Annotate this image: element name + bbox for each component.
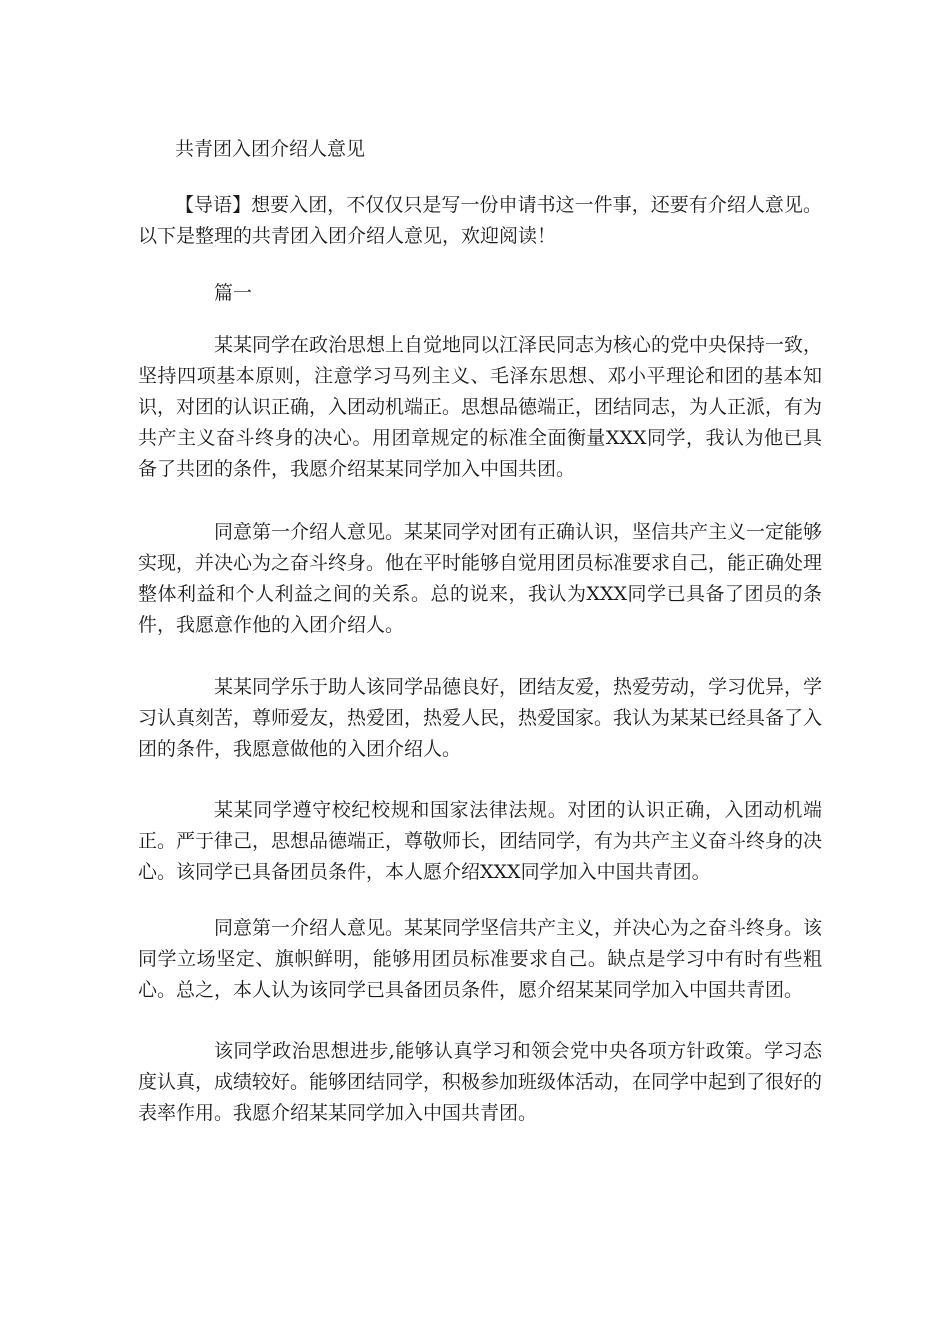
body-paragraph: 某某同学在政治思想上自觉地同以江泽民同志为核心的党中央保持一致，坚持四项基本原则，注意学习马列主义、毛泽东思想、邓小平理论和团的基本知识，对团的认识正确，入团动机端正。思想品德端正，团结同志，为人正派，有为共产主义奋斗终身的决心。用团章规定的标准全面衡量XXX同学，我认为他已具备了共团的条件，我愿介绍某某同学加入中国共团。 [138,334,823,480]
body-paragraph: 同意第一介绍人意见。某某同学对团有正确认识，坚信共产主义一定能够实现，并决心为之奋斗终身。他在平时能够自觉用团员标准要求自己，能正确处理整体利益和个人利益之间的关系。总的说来，我认为XXX同学已具备了团员的条件，我愿意作他的入团介绍人。 [138,521,823,636]
body-paragraph: 该同学政治思想进步,能够认真学习和领会党中央各项方针政策。学习态度认真，成绩较好。能够团结同学，积极参加班级体活动，在同学中起到了很好的表率作用。我愿介绍某某同学加入中国共青团。 [138,1040,823,1124]
body-paragraph: 同意第一介绍人意见。某某同学坚信共产主义，并决心为之奋斗终身。该同学立场坚定、旗帜鲜明，能够用团员标准要求自己。缺点是学习中有时有些粗心。总之，本人认为该同学已具备团员条件，愿介绍某某同学加入中国共青团。 [138,917,823,1001]
document-title: 共青团入团介绍人意见 [175,138,366,160]
intro-paragraph: 【导语】想要入团，不仅仅只是写一份申请书这一件事，还要有介绍人意见。以下是整理的共青团入团介绍人意见，欢迎阅读！ [138,194,822,247]
body-paragraph: 某某同学乐于助人该同学品德良好，团结友爱，热爱劳动，学习优异，学习认真刻苦，尊师爱友，热爱团，热爱人民，热爱国家。我认为某某已经具备了入团的条件，我愿意做他的入团介绍人。 [138,676,823,760]
body-paragraph: 某某同学遵守校纪校规和国家法律法规。对团的认识正确，入团动机端正。严于律己，思想品德端正，尊敬师长，团结同学，有为共产主义奋斗终身的决心。该同学已具备团员条件，本人愿介绍XXX同学加入中国共青团。 [138,799,823,883]
section-heading: 篇一 [214,282,253,304]
